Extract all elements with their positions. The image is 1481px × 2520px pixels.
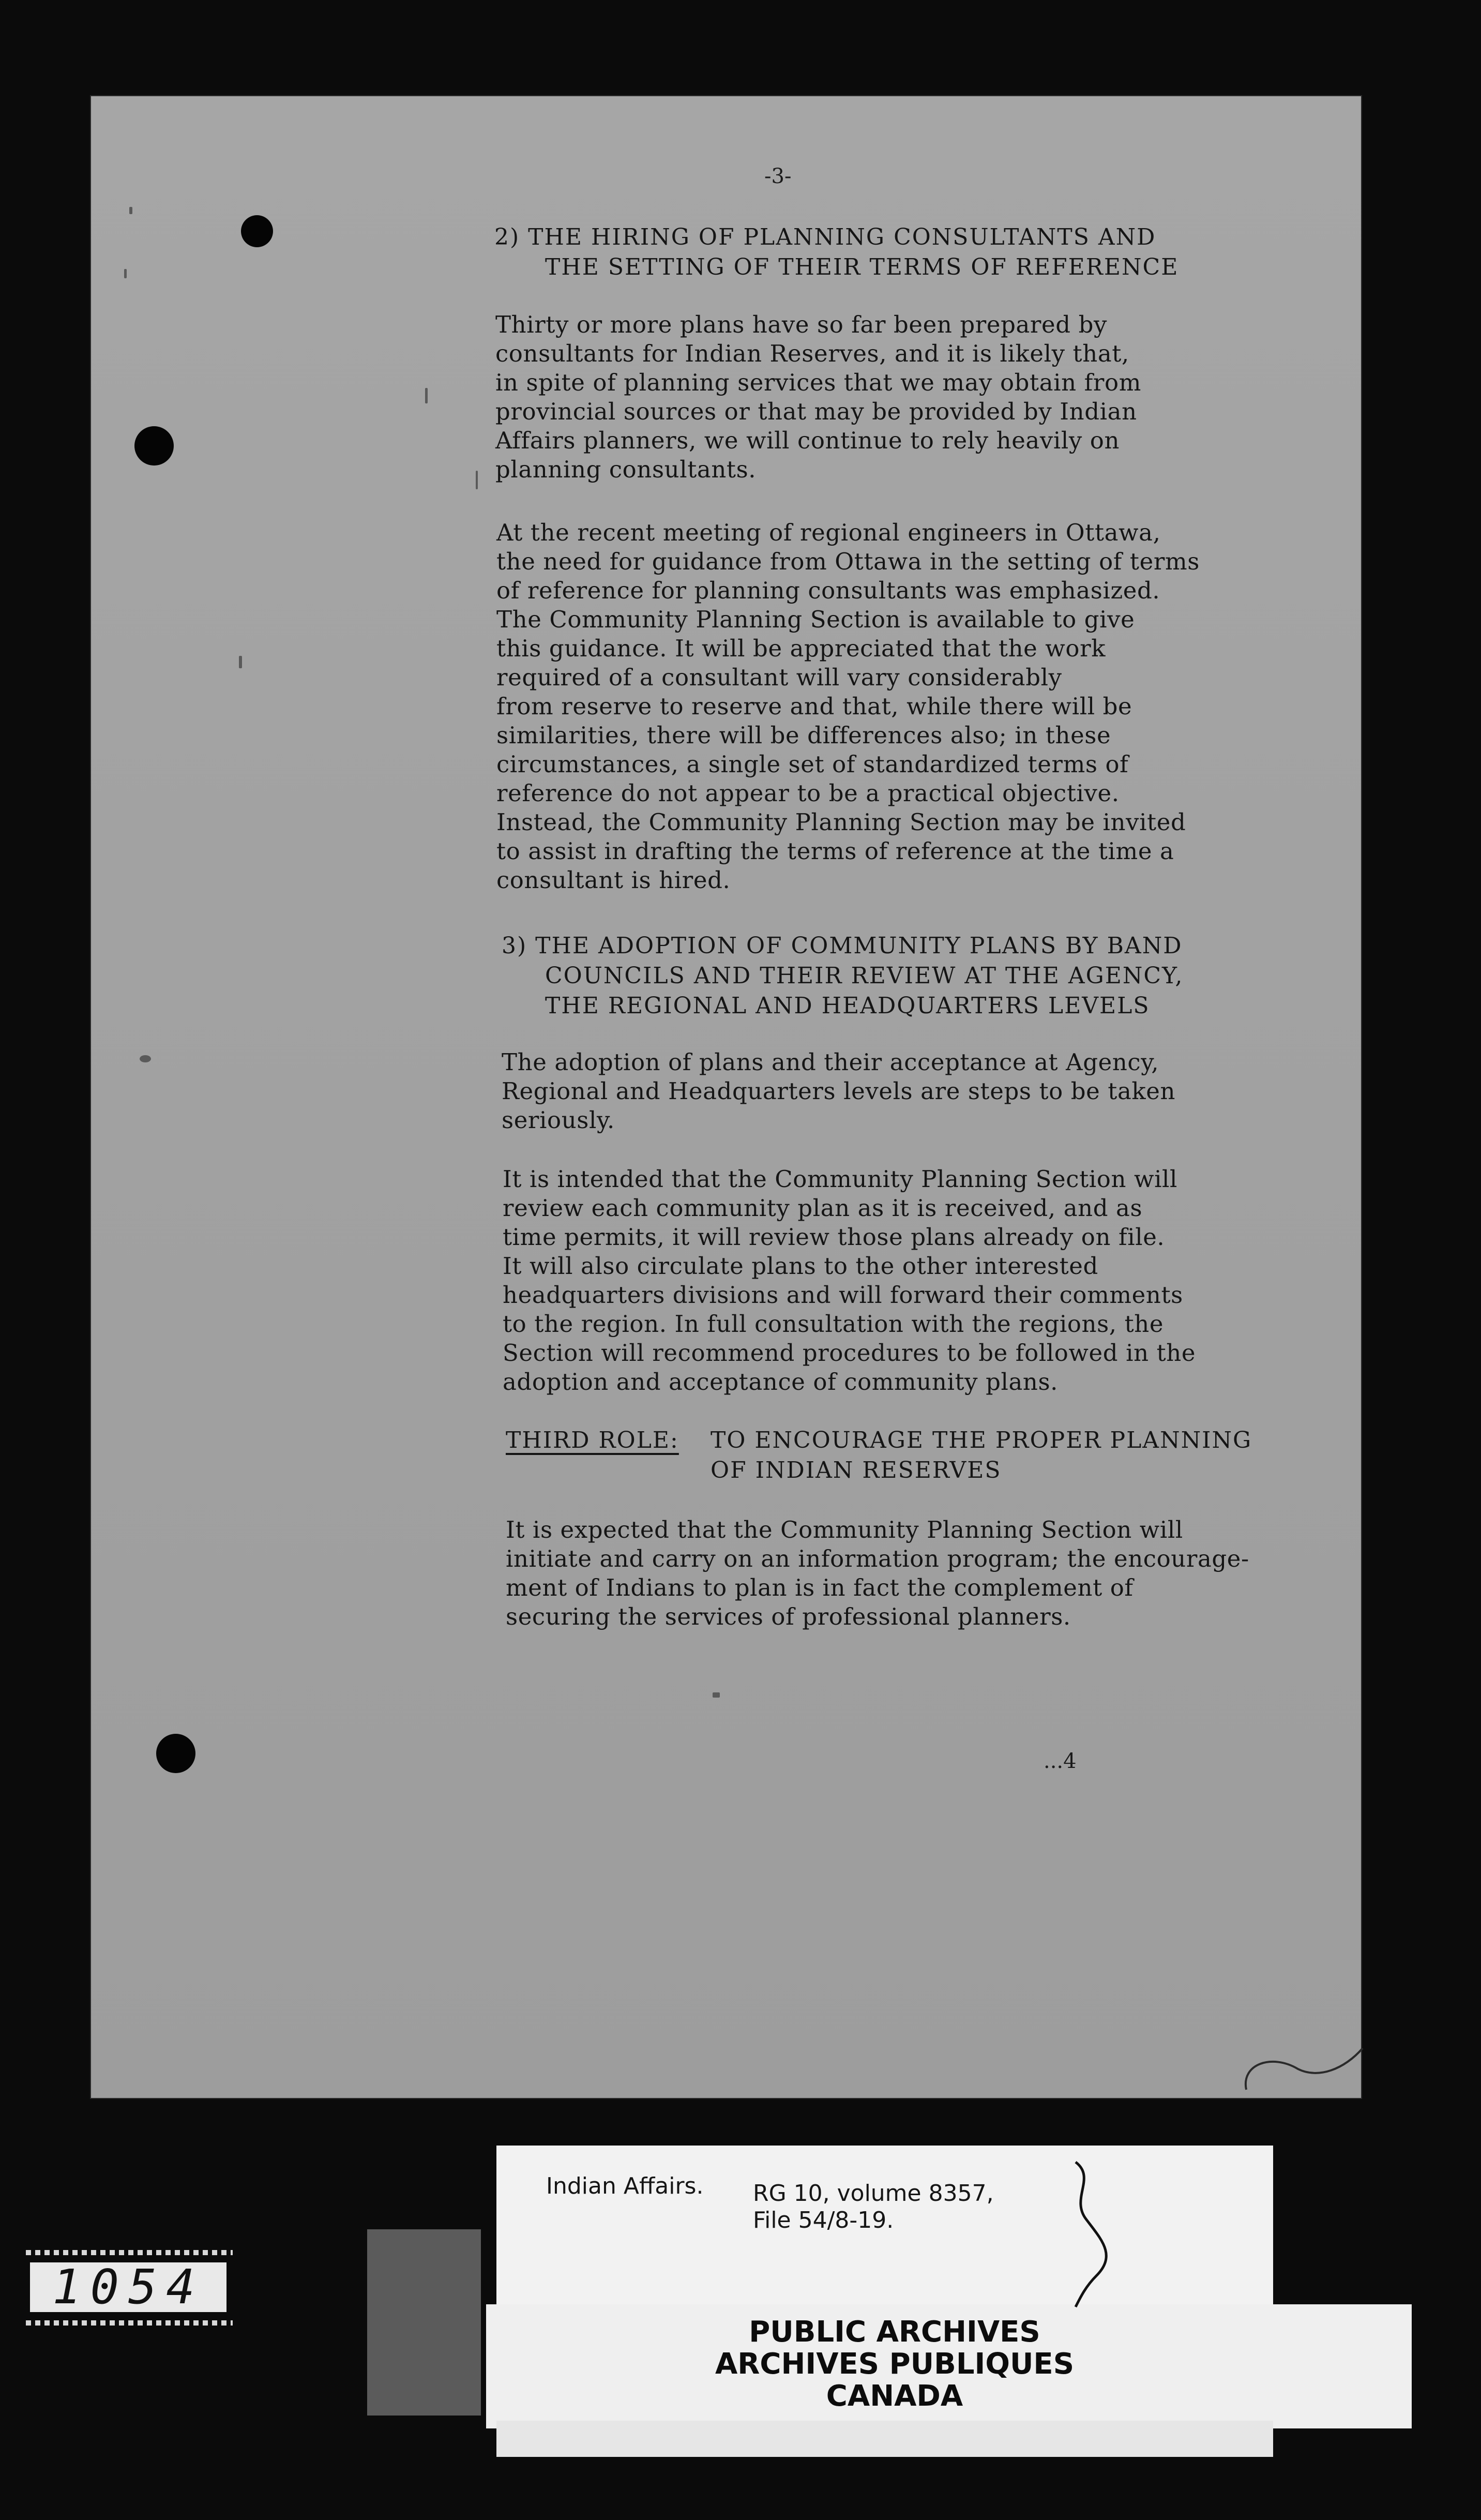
section-2-paragraph-2: [496, 518, 1200, 895]
text-line: consultants for Indian Reserves, and it is likely that,: [495, 340, 1129, 367]
text-line: It will also circulate plans to the other interested: [503, 1252, 1098, 1280]
archive-source: Indian Affairs.: [546, 2173, 704, 2199]
archives-line: PUBLIC ARCHIVES: [749, 2315, 1040, 2349]
text-line: Instead, the Community Planning Section may be invited: [496, 808, 1186, 836]
section-3-heading: [502, 931, 1183, 1021]
text-line: headquarters divisions and will forward their comments: [503, 1281, 1183, 1309]
text-line: initiate and carry on an information program; the encourage-: [506, 1545, 1249, 1572]
text-line: It is expected that the Community Planning Section will: [506, 1516, 1183, 1543]
heading-line: OF INDIAN RESERVES: [711, 1457, 1002, 1483]
text-line: reference do not appear to be a practical objective.: [496, 779, 1120, 807]
page-number: -3-: [764, 164, 792, 188]
heading-line: 2) THE HIRING OF PLANNING CONSULTANTS AND: [494, 224, 1156, 250]
text-line: The Community Planning Section is available to give: [496, 606, 1135, 633]
third-role-paragraph: [506, 1516, 1249, 1631]
heading-line: TO ENCOURAGE THE PROPER PLANNING: [711, 1427, 1252, 1453]
film-perforation: [26, 2320, 233, 2326]
text-line: Section will recommend procedures to be followed in the: [503, 1339, 1196, 1367]
film-shadow-block: [367, 2229, 481, 2416]
section-2-heading: [494, 222, 1178, 282]
text-line: required of a consultant will vary considerably: [496, 664, 1062, 691]
public-archives-stamp: [657, 2316, 1132, 2412]
text-line: seriously.: [502, 1106, 615, 1134]
text-line: from reserve to reserve and that, while there will be: [496, 693, 1132, 720]
text-line: to assist in drafting the terms of reference at the time a: [496, 837, 1174, 865]
paper-speck: [713, 1692, 720, 1698]
paper-speck: [140, 1055, 151, 1062]
third-role-label: THIRD ROLE:: [506, 1427, 679, 1453]
text-line: review each community plan as it is received, and as: [503, 1194, 1143, 1222]
text-line: Thirty or more plans have so far been prepared by: [495, 311, 1108, 338]
punch-hole-bottom: [156, 1734, 195, 1773]
text-line: time permits, it will review those plans already on file.: [503, 1223, 1165, 1251]
text-line: securing the services of professional planners.: [506, 1603, 1071, 1630]
third-role-title: [711, 1426, 1252, 1486]
text-line: adoption and acceptance of community plans.: [503, 1368, 1059, 1396]
text-line: Regional and Headquarters levels are steps to be taken: [502, 1077, 1176, 1105]
punch-hole-middle: [134, 426, 174, 466]
paper-speck: [239, 656, 242, 668]
film-perforation: [26, 2250, 233, 2255]
continuation-marker: ...4: [1044, 1749, 1077, 1773]
text-line: It is intended that the Community Planning Section will: [503, 1165, 1178, 1193]
text-line: in spite of planning services that we may obtain from: [495, 369, 1141, 396]
text-line: ment of Indians to plan is in fact the complement of: [506, 1574, 1134, 1601]
text-line: the need for guidance from Ottawa in the setting of terms: [496, 548, 1200, 575]
paper-curl-mark: [1241, 2033, 1365, 2095]
archive-reference-line-1: RG 10, volume 8357,: [753, 2180, 994, 2207]
archive-label-strip: [496, 2421, 1273, 2457]
section-2-paragraph-1: [495, 310, 1141, 484]
text-line: planning consultants.: [495, 456, 757, 483]
text-line: similarities, there will be differences also; in these: [496, 722, 1111, 749]
text-line: to the region. In full consultation with the regions, the: [503, 1310, 1164, 1338]
frame-number: 1054: [30, 2262, 226, 2312]
archive-reference-line-2: File 54/8-19.: [753, 2207, 894, 2233]
text-line: provincial sources or that may be provided by Indian: [495, 398, 1137, 425]
punch-hole-top: [241, 215, 273, 247]
heading-line: 3) THE ADOPTION OF COMMUNITY PLANS BY BAND: [502, 933, 1183, 959]
heading-line: COUNCILS AND THEIR REVIEW AT THE AGENCY,: [545, 963, 1184, 989]
text-line: At the recent meeting of regional engineers in Ottawa,: [496, 519, 1161, 546]
section-3-paragraph-1: [502, 1048, 1175, 1135]
text-line: The adoption of plans and their acceptance at Agency,: [502, 1048, 1159, 1076]
text-line: consultant is hired.: [496, 866, 731, 894]
text-line: Affairs planners, we will continue to rely heavily on: [495, 427, 1120, 454]
handwritten-squiggle: [1065, 2157, 1122, 2312]
text-line: circumstances, a single set of standardized terms of: [496, 751, 1129, 778]
section-3-paragraph-2: [503, 1165, 1196, 1397]
paper-speck: [124, 269, 127, 278]
archives-line: ARCHIVES PUBLIQUES: [715, 2347, 1075, 2381]
heading-line: THE SETTING OF THEIR TERMS OF REFERENCE: [545, 254, 1179, 280]
paper-speck: [476, 471, 478, 489]
heading-line: THE REGIONAL AND HEADQUARTERS LEVELS: [545, 993, 1150, 1019]
archives-line: CANADA: [826, 2379, 963, 2413]
paper-speck: [425, 388, 428, 403]
text-line: of reference for planning consultants was emphasized.: [496, 577, 1160, 604]
microfilm-frame-counter: [21, 2245, 238, 2333]
paper-speck: [129, 207, 132, 214]
text-line: this guidance. It will be appreciated that the work: [496, 635, 1106, 662]
